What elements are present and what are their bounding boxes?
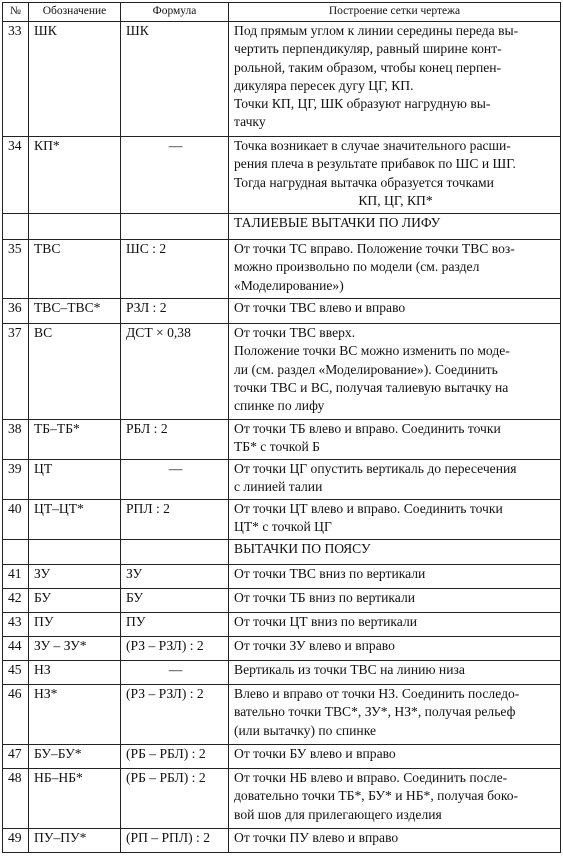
row-formula: — <box>121 137 229 214</box>
row-text-line: От точки ЦТ влево и вправо. Соединить точки <box>234 501 503 516</box>
row-num: 33 <box>3 22 29 137</box>
header-designation: Обозначение <box>29 3 121 22</box>
row-text-line: чертить перпендикуляр, равный ширине конт- <box>234 41 502 57</box>
row-text-line: дикуляра пересек дугу ЦГ, КП. <box>234 77 414 93</box>
row-text-line: с линией талии <box>234 479 323 495</box>
row-construction <box>229 637 561 661</box>
row-formula: (РЗ – РЗЛ) : 2 <box>121 685 229 745</box>
row-num: 38 <box>3 420 29 460</box>
row-designation: БУ <box>29 589 121 613</box>
row-text-line: Вертикаль из точки ТВС на линию низа <box>234 662 465 677</box>
row-num: 40 <box>3 500 29 540</box>
row-text-line: От точки ТС вправо. Положение точки ТВС воз- <box>234 241 515 256</box>
table-row <box>3 420 561 460</box>
row-text-line: От точки БУ влево и вправо <box>234 746 396 761</box>
row-designation: ЦТ–ЦТ* <box>29 500 121 540</box>
row-construction <box>229 240 561 299</box>
row-num: 35 <box>3 240 29 299</box>
table-row <box>3 324 561 420</box>
row-text-line: Тогда нагрудная вытачка образуется точками <box>234 174 494 190</box>
row-text-line: ли (см. раздел «Моделирование»). Соединить <box>234 361 498 377</box>
row-text-line: От точки ТВС влево и вправо <box>234 300 406 315</box>
row-construction <box>229 613 561 637</box>
section-row <box>3 540 561 565</box>
row-text-line: От точки ТБ влево и вправо. Соединить точки <box>234 421 501 436</box>
header-num: № <box>3 3 29 22</box>
row-num: 34 <box>3 137 29 214</box>
row-text-line: рольной, таким образом, чтобы конец перпен- <box>234 59 502 75</box>
row-text-line: Под прямым углом к линии середины переда вы- <box>234 23 519 38</box>
row-text-line: От точки ЦГ опустить вертикаль до пересечения <box>234 461 517 476</box>
row-num: 42 <box>3 589 29 613</box>
construction-table <box>2 2 561 853</box>
row-formula: ПУ <box>121 613 229 637</box>
row-text-line: Точки КП, ЦГ, ШК образуют нагрудную вы- <box>234 96 491 112</box>
row-construction <box>229 685 561 745</box>
header-construction: Построение сетки чертежа <box>229 3 561 22</box>
table-row <box>3 565 561 589</box>
row-construction <box>229 460 561 500</box>
row-text-line: ЦТ* с точкой ЦГ <box>234 519 332 535</box>
row-formula: — <box>121 661 229 685</box>
row-formula: РЗЛ : 2 <box>121 299 229 324</box>
row-text-line: точки ТВС и ВС, получая талиевую вытачку на <box>234 379 509 395</box>
row-text-line: Влево и вправо от точки НЗ. Соединить последо- <box>234 686 520 701</box>
row-text-line: От точки ЗУ влево и вправо <box>234 638 395 653</box>
table-row <box>3 240 561 299</box>
table-row <box>3 613 561 637</box>
row-text-line: КП, ЦГ, КП* <box>358 192 433 208</box>
row-num: 46 <box>3 685 29 745</box>
table-row <box>3 22 561 137</box>
row-designation: БУ–БУ* <box>29 745 121 769</box>
row-num: 48 <box>3 769 29 829</box>
row-designation: ТБ–ТБ* <box>29 420 121 460</box>
row-formula: (РБ – РБЛ) : 2 <box>121 745 229 769</box>
row-construction <box>229 420 561 460</box>
header-formula: Формула <box>121 3 229 22</box>
row-designation: ПУ–ПУ* <box>29 829 121 853</box>
row-designation: НБ–НБ* <box>29 769 121 829</box>
row-text-line: Положение точки ВС можно изменить по моде- <box>234 343 510 359</box>
section-heading: ТАЛИЕВЫЕ ВЫТАЧКИ ПО ЛИФУ <box>229 214 561 240</box>
row-text-line: «Моделирование») <box>234 277 344 293</box>
row-text-line: вательно точки ТВС*, ЗУ*, НЗ*, получая рельеф <box>234 704 516 720</box>
row-designation: ЦТ <box>29 460 121 500</box>
row-formula: — <box>121 460 229 500</box>
row-text-line: От точки НБ влево и вправо. Соединить после- <box>234 770 508 785</box>
row-construction <box>229 829 561 853</box>
row-designation: НЗ <box>29 661 121 685</box>
row-designation: ЗУ – ЗУ* <box>29 637 121 661</box>
table-row <box>3 589 561 613</box>
table-row <box>3 637 561 661</box>
table-row <box>3 769 561 829</box>
row-designation: ПУ <box>29 613 121 637</box>
table-row <box>3 745 561 769</box>
table-row <box>3 661 561 685</box>
row-num: 39 <box>3 460 29 500</box>
row-construction <box>229 137 561 214</box>
row-construction <box>229 22 561 137</box>
row-formula: РБЛ : 2 <box>121 420 229 460</box>
section-heading: ВЫТАЧКИ ПО ПОЯСУ <box>229 540 561 565</box>
row-num: 37 <box>3 324 29 420</box>
table-row <box>3 460 561 500</box>
row-construction <box>229 589 561 613</box>
row-formula: (РП – РПЛ) : 2 <box>121 829 229 853</box>
table-row <box>3 500 561 540</box>
row-num: 45 <box>3 661 29 685</box>
table-row <box>3 685 561 745</box>
row-text-line: От точки ТВС вниз по вертикали <box>234 566 426 581</box>
row-num: 41 <box>3 565 29 589</box>
row-construction <box>229 500 561 540</box>
row-text-line: довательно точки ТБ*, БУ* и НБ*, получая боко- <box>234 788 519 804</box>
row-text-line: спинке по лифу <box>234 398 325 414</box>
row-designation: ВС <box>29 324 121 420</box>
row-construction <box>229 745 561 769</box>
row-text-line: ТБ* с точкой Б <box>234 439 320 455</box>
row-text-line: вой шов для прилегающего изделия <box>234 806 442 822</box>
row-formula: ШС : 2 <box>121 240 229 299</box>
row-num: 49 <box>3 829 29 853</box>
row-num: 44 <box>3 637 29 661</box>
row-designation: НЗ* <box>29 685 121 745</box>
row-designation: ТВС <box>29 240 121 299</box>
row-text-line: тачку <box>234 114 266 130</box>
row-num: 36 <box>3 299 29 324</box>
row-formula: ДСТ × 0,38 <box>121 324 229 420</box>
row-formula: БУ <box>121 589 229 613</box>
row-construction <box>229 299 561 324</box>
row-construction <box>229 661 561 685</box>
table-row <box>3 299 561 324</box>
row-designation: ЗУ <box>29 565 121 589</box>
row-text-line: Точка возникает в случае значительного расши- <box>234 138 511 153</box>
row-num: 47 <box>3 745 29 769</box>
row-text-line: можно произвольно по модели (см. раздел <box>234 259 480 275</box>
table-row <box>3 829 561 853</box>
header-row <box>3 3 561 22</box>
row-formula: ЗУ <box>121 565 229 589</box>
row-construction <box>229 324 561 420</box>
row-designation: ТВС–ТВС* <box>29 299 121 324</box>
row-formula: (РЗ – РЗЛ) : 2 <box>121 637 229 661</box>
row-text-line: (или вытачку) по спинке <box>234 722 377 738</box>
row-num: 43 <box>3 613 29 637</box>
row-formula: (РБ – РБЛ) : 2 <box>121 769 229 829</box>
row-text-line: От точки ТБ вниз по вертикали <box>234 590 416 605</box>
row-designation: ШК <box>29 22 121 137</box>
row-formula: РПЛ : 2 <box>121 500 229 540</box>
row-text-line: От точки ПУ влево и вправо <box>234 830 399 845</box>
table-row <box>3 137 561 214</box>
row-construction <box>229 565 561 589</box>
row-text-line: От точки ТВС вверх. <box>234 325 356 340</box>
row-construction <box>229 769 561 829</box>
row-text-line: рения плеча в результате прибавок по ШС и ШГ. <box>234 156 516 172</box>
section-row <box>3 214 561 240</box>
row-text-line: От точки ЦТ вниз по вертикали <box>234 614 418 629</box>
row-formula: ШК <box>121 22 229 137</box>
row-designation: КП* <box>29 137 121 214</box>
